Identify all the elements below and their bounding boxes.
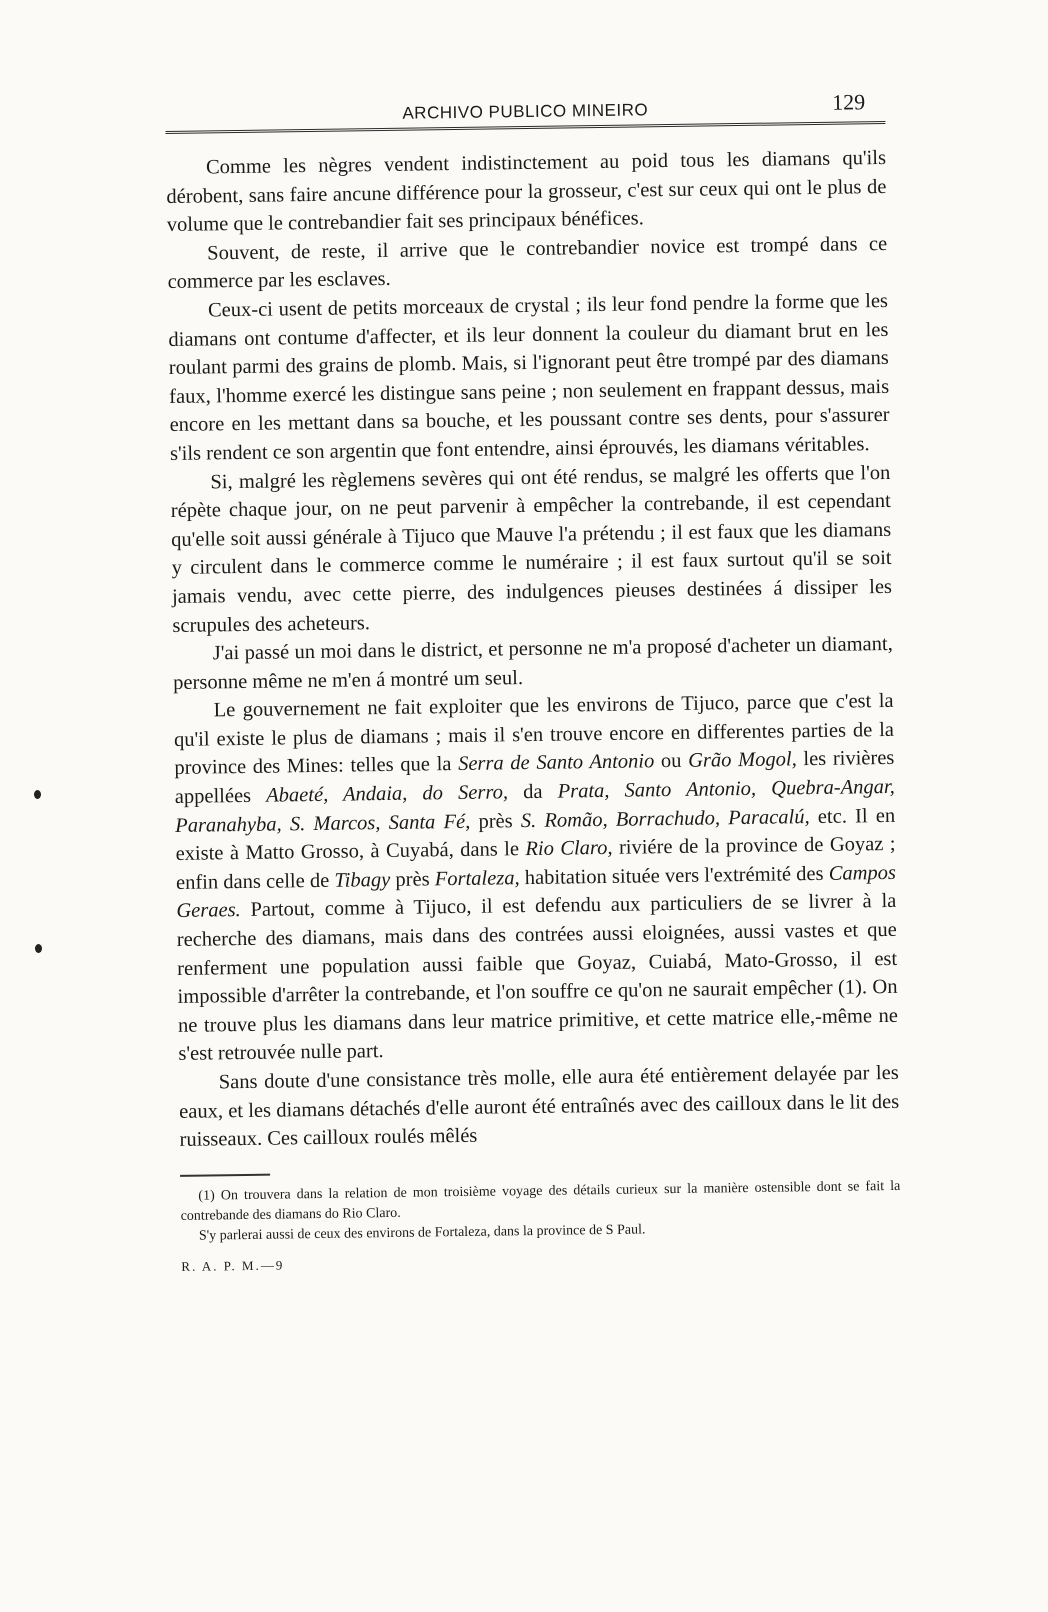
place-name: Grão Mogol, <box>687 748 797 773</box>
footnote: S'y parlerai aussi de ceux des environs de Fortaleza, dans la province de S Paul. <box>198 1222 646 1244</box>
place-name: Rio Claro, <box>525 837 613 861</box>
signature-mark: R. A. P. M.—9 <box>181 1257 285 1274</box>
footnote: (1) On trouvera dans la relation de mon troisième voyage des détails curieux sur la manière ostensible dont se fait la contrebande des diamans do Rio Claro. <box>180 1178 901 1224</box>
place-name: Fortaleza, <box>434 866 520 891</box>
paragraph: Souvent, de reste, il arrive que le contrebandier novice est trompé dans ce commerce par les esclaves. <box>167 232 888 294</box>
place-name: Abaeté, Andaia, do Serro, <box>266 781 509 807</box>
paragraph: Sans doute d'une consistance très molle, elle aura été entièrement delayée par les eaux, et les diamans détachés d'elle auront été entraînés avec des cailloux dans le lit des ruisseaux. Ces cailloux roulés mêlés <box>179 1061 900 1152</box>
book-page <box>165 87 901 1277</box>
place-name: S. Romão, Borrachudo, Paracalú, <box>520 805 810 832</box>
paragraph: Ceux-ci usent de petits morceaux de crystal ; ils leur fond pendre la forme que les diamans ont contume d'affecter, et ils leur donnent la couleur du diamant brut en les roulant parmi des grains de plomb. Mais, si l'ignorant peut être trompé par des diamans faux, l'homme exercé les distingue sans peine ; non seulement en frappant dessus, mais encore en les mettant dans sa bouche, et les poussant contre ses dents, pour s'assurer s'ils rendent ce son argentin que font entendre, ainsi éprouvés, les diamans véritables. <box>168 289 890 465</box>
page-number: 129 <box>831 89 866 115</box>
body-text <box>166 144 900 1155</box>
margin-speck <box>34 790 41 799</box>
place-name: Serra de Santo Antonio <box>457 750 655 776</box>
paragraph-mines-locations: Le gouvernement ne fait exploiter que les environs de Tijuco, parce que c'est la qu'il existe le plus de diamans ; mais il s'en trouve encore en differentes parties de la province des Mines: telles que la Serra de Santo Antonio ou Grão Mogol, les rivières appellées Abaeté, Andaia, do Serro, da Prata, Santo Antonio, Quebra-Angar, Paranahyba, S. Marcos, Santa Fé, près S. Romão, Borrachudo, Paracalú, etc. Il en existe à Matto Grosso, à Cuyabá, dans le Rio Claro, riviére de la province de Goyaz ; enfin dans celle de Tibagy près Fortaleza, habitation située vers l'extrémité des Campos Geraes. Partout, comme à Tijuco, il est defendu aux particuliers de se livrer à la recherche des diamans, mais dans des contrées aussi eloignées, aussi vastes et que renferment une population aussi faible que Goyaz, Cuiabá, Mato-Grosso, il est impossible d'arrêter la contrebande, et l'on souffre ce qu'on ne saurait empêcher (1). On ne trouve plus les diamans dans leur matrice primitive, et cette matrice elle,-même ne s'est retrouvée nulle part. <box>173 690 899 1066</box>
place-name: Prata, Santo Antonio, Quebra-Angar, Paranahyba, S. Marcos, Santa Fé, <box>175 775 895 837</box>
place-name: Tibagy <box>334 868 391 892</box>
footnote-rule <box>180 1173 270 1176</box>
place-name: Campos Geraes. <box>176 861 897 923</box>
paragraph: J'ai passé un moi dans le district, et personne ne m'a proposé d'acheter un diamant, personne même ne m'en á montré um seul. <box>173 633 893 694</box>
paragraph: Comme les nègres vendent indistinctement au poid tous les diamans qu'ils dérobent, sans faire ancune différence pour la grosseur, c'est sur ceux qui ont le plus de volume que le contrebandier fait ses principaux bénéfices. <box>166 146 887 237</box>
page-header <box>165 87 885 134</box>
footnotes <box>180 1167 901 1277</box>
margin-speck <box>35 944 42 953</box>
running-head: ARCHIVO PUBLICO MINEIRO <box>402 100 649 123</box>
paragraph: Si, malgré les règlemens sevères qui ont été rendus, se malgré les offerts que l'on répète chaque jour, on ne peut parvenir à empêcher la contrebande, il est cependant qu'elle soit aussi générale à Tijuco que Mauve l'a prétendu ; il est faux que les diamans y circulent dans le commerce comme le numéraire ; il est faux surtout qu'il se soit jamais vendu, avec cette pierre, des indulgences pieuses destinées á dissiper les scrupules des acheteurs. <box>170 461 893 637</box>
